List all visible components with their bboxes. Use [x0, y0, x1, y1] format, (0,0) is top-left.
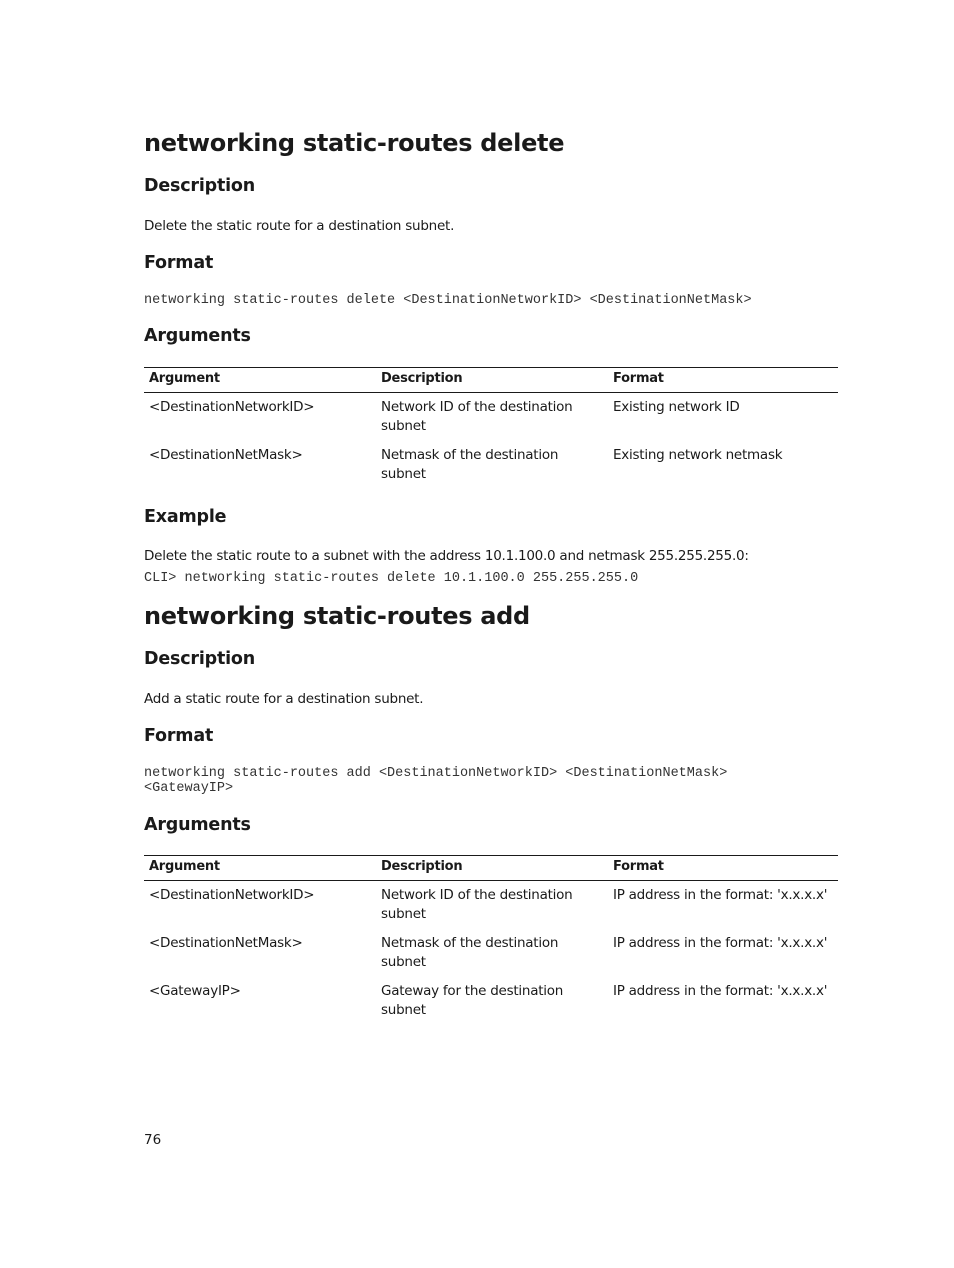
arguments-table: [144, 367, 838, 489]
argument-cell: <DestinationNetworkID>: [149, 887, 315, 903]
table-row: [144, 393, 838, 442]
column-header-argument: Argument: [144, 856, 376, 881]
example-heading: Example: [144, 507, 227, 527]
description-text: Delete the static route for a destination subnet.: [144, 218, 455, 234]
column-header-format: Format: [608, 856, 838, 881]
table-header-row: [144, 856, 838, 881]
section-title-delete: networking static-routes delete: [144, 129, 565, 157]
format-cell: Existing network netmask: [613, 447, 783, 463]
table-header-row: [144, 368, 838, 393]
arguments-table: [144, 855, 838, 1025]
format-cell: IP address in the format: 'x.x.x.x': [613, 983, 828, 999]
format-cell: IP address in the format: 'x.x.x.x': [613, 935, 828, 951]
column-header-format: Format: [608, 368, 838, 393]
format-cell: Existing network ID: [613, 399, 740, 415]
arguments-heading: Arguments: [144, 326, 251, 346]
table-row: [144, 977, 838, 1025]
description-cell: Network ID of the destination subnet: [381, 887, 573, 922]
format-code-line-2: <GatewayIP>: [144, 781, 234, 796]
table-row: [144, 881, 838, 930]
format-heading: Format: [144, 726, 214, 746]
description-cell: Network ID of the destination subnet: [381, 399, 573, 434]
argument-cell: <DestinationNetworkID>: [149, 399, 315, 415]
argument-cell: <GatewayIP>: [149, 983, 241, 999]
description-cell: Netmask of the destination subnet: [381, 447, 559, 482]
example-text: Delete the static route to a subnet with the address 10.1.100.0 and netmask 255.255.255.0:: [144, 548, 749, 564]
table-row: [144, 441, 838, 489]
example-code: CLI> networking static-routes delete 10.1.100.0 255.255.255.0: [144, 571, 639, 586]
format-code: networking static-routes delete <DestinationNetworkID> <DestinationNetMask>: [144, 293, 752, 308]
description-cell: Netmask of the destination subnet: [381, 935, 559, 970]
format-heading: Format: [144, 253, 214, 273]
section-title-add: networking static-routes add: [144, 602, 530, 630]
argument-cell: <DestinationNetMask>: [149, 447, 303, 463]
table-row: [144, 929, 838, 977]
description-cell: Gateway for the destination subnet: [381, 983, 564, 1018]
description-heading: Description: [144, 176, 255, 196]
format-code-line-1: networking static-routes add <DestinationNetworkID> <DestinationNetMask>: [144, 766, 728, 781]
arguments-heading: Arguments: [144, 815, 251, 835]
column-header-description: Description: [376, 368, 608, 393]
column-header-description: Description: [376, 856, 608, 881]
description-heading: Description: [144, 649, 255, 669]
column-header-argument: Argument: [144, 368, 376, 393]
page-number: 76: [144, 1132, 162, 1148]
argument-cell: <DestinationNetMask>: [149, 935, 303, 951]
description-text: Add a static route for a destination subnet.: [144, 691, 424, 707]
format-cell: IP address in the format: 'x.x.x.x': [613, 887, 828, 903]
